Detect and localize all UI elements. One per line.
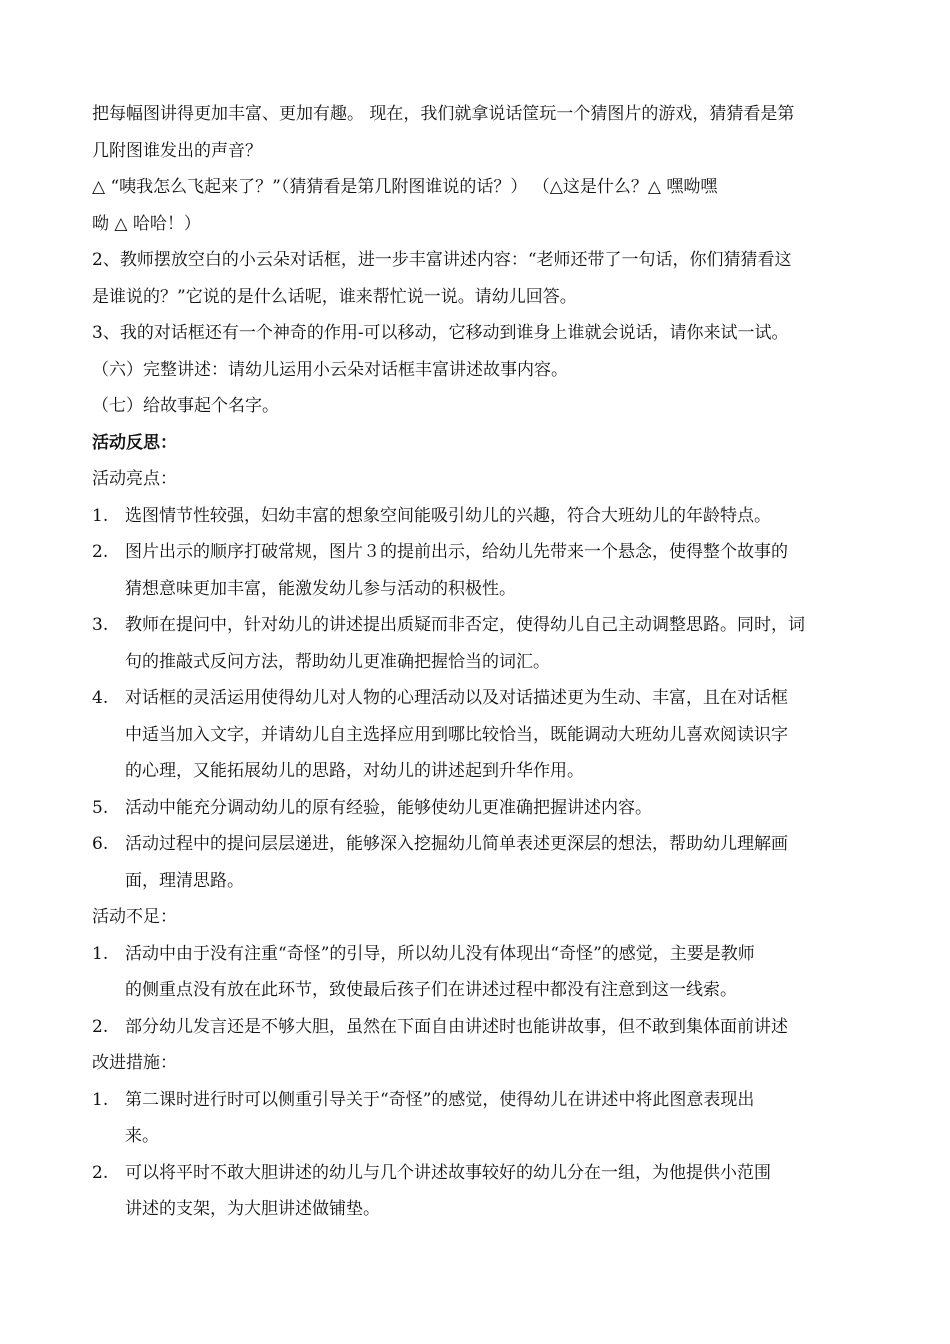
list-item xyxy=(92,936,858,1009)
list-number: 4. xyxy=(92,688,109,708)
list-item-text: 的侧重点没有放在此环节，致使最后孩子们在讲述过程中都没有注意到这一线索。 xyxy=(125,980,737,1000)
list-item-text: 讲述的支架，为大胆讲述做铺垫。 xyxy=(125,1199,380,1219)
list-item-text: 图片出示的顺序打破常规，图片３的提前出示，给幼儿先带来一个悬念，使得整个故事的 xyxy=(125,542,788,562)
list-item xyxy=(92,498,858,535)
list-number: 2. xyxy=(92,1162,109,1183)
paragraph-line: 是谁说的？”它说的是什么话呢，谁来帮忙说一说。请幼儿回答。 xyxy=(92,286,577,307)
paragraph-line: （六）完整讲述：请幼儿运用小云朵对话框丰富讲述故事内容。 xyxy=(92,359,568,380)
list-item xyxy=(92,826,858,899)
list-number: 1. xyxy=(92,505,109,526)
section-heading: 活动反思： xyxy=(92,432,177,453)
list-item-text: 对话框的灵活运用使得幼儿对人物的心理活动以及对话描述更为生动、丰富，且在对话框 xyxy=(125,688,788,708)
list-number: 3. xyxy=(92,615,109,635)
list-item-text: 句的推敲式反问方法，帮助幼儿更准确把握恰当的词汇。 xyxy=(125,651,550,672)
subsection-label: 改进措施： xyxy=(92,1053,177,1073)
list-item-text: 选图情节性较强，妇幼丰富的想象空间能吸引幼儿的兴趣，符合大班幼儿的年龄特点。 xyxy=(125,505,771,526)
list-item-text: 活动过程中的提问层层递进，能够深入挖掘幼儿简单表述更深层的想法，帮助幼儿理解画 xyxy=(125,834,788,854)
list-item-text: 猜想意味更加丰富，能激发幼儿参与活动的积极性。 xyxy=(125,578,516,599)
list-number: 5. xyxy=(92,797,109,818)
subsection-label: 活动不足： xyxy=(92,907,177,927)
list-number: 1. xyxy=(92,1089,109,1110)
paragraph-line: 3、我的对话框还有一个神奇的作用-可以移动，它移动到谁身上谁就会说话，请你来试一试。 xyxy=(92,323,789,343)
paragraph-line: 把每幅图讲得更加丰富、更加有趣。 现在，我们就拿说话筐玩一个猜图片的游戏，猜猜看是第 xyxy=(92,104,795,124)
list-item-text: 教师在提问中，针对幼儿的讲述提出质疑而非否定，使得幼儿自己主动调整思路。同时，词 xyxy=(125,615,805,635)
paragraph-line: （七）给故事起个名字。 xyxy=(92,396,279,416)
list-number: 2. xyxy=(92,1016,109,1037)
list-item xyxy=(92,1155,858,1228)
paragraph-line: 呦 △ 哈哈！） xyxy=(92,213,201,234)
list-item xyxy=(92,790,858,827)
list-item-text: 的心理，又能拓展幼儿的思路，对幼儿的讲述起到升华作用。 xyxy=(125,761,584,781)
list-item xyxy=(92,1009,858,1046)
list-item-text: 来。 xyxy=(125,1126,159,1146)
subsection-label: 活动亮点： xyxy=(92,469,177,489)
list-item-text: 第二课时进行时可以侧重引导关于“奇怪”的感觉，使得幼儿在讲述中将此图意表现出 xyxy=(125,1089,755,1110)
paragraph-line: △ “咦我怎么飞起来了？”（猜猜看是第几附图谁说的话？） （△这是什么？△ 嘿呦嘿 xyxy=(92,177,718,197)
paragraph-line: 几附图谁发出的声音？ xyxy=(92,140,262,161)
list-item-text: 面，理清思路。 xyxy=(125,870,244,891)
paragraph-line: 2、教师摆放空白的小云朵对话框，进一步丰富讲述内容：“老师还带了一句话，你们猜猜看这 xyxy=(92,250,792,270)
list-item-text: 活动中由于没有注重“奇怪”的引导，所以幼儿没有体现出“奇怪”的感觉，主要是教师 xyxy=(125,943,755,964)
list-item xyxy=(92,680,858,790)
list-item-text: 部分幼儿发言还是不够大胆，虽然在下面自由讲述时也能讲故事，但不敢到集体面前讲述 xyxy=(125,1016,788,1037)
list-number: 1. xyxy=(92,943,109,964)
list-item-text: 活动中能充分调动幼儿的原有经验，能够使幼儿更准确把握讲述内容。 xyxy=(125,797,652,818)
list-item-text: 可以将平时不敢大胆讲述的幼儿与几个讲述故事较好的幼儿分在一组，为他提供小范围 xyxy=(125,1162,771,1183)
list-item xyxy=(92,1082,858,1155)
list-number: 6. xyxy=(92,834,109,854)
list-item xyxy=(92,534,858,607)
list-number: 2. xyxy=(92,542,109,562)
list-item xyxy=(92,607,858,680)
list-item-text: 中适当加入文字，并请幼儿自主选择应用到哪比较恰当，既能调动大班幼儿喜欢阅读识字 xyxy=(125,724,788,745)
